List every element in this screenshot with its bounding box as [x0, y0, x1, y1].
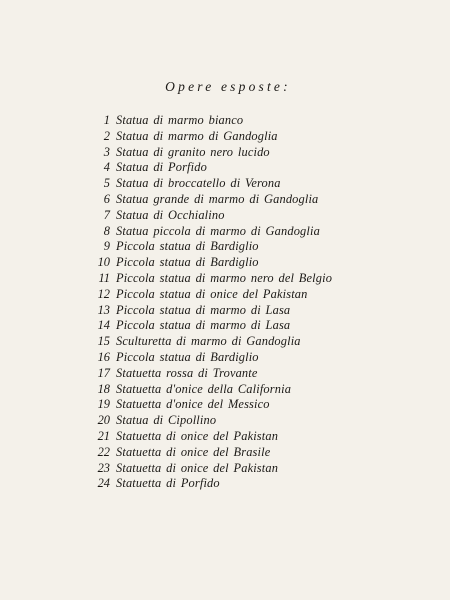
list-item: [0, 113, 450, 129]
item-number: 9: [103, 239, 110, 254]
list-item: [0, 318, 450, 334]
list-item: [0, 445, 450, 461]
item-number: 24: [97, 476, 110, 491]
item-number: 6: [103, 191, 110, 206]
item-number: 20: [97, 413, 110, 428]
item-number: 23: [97, 460, 110, 475]
item-number: 18: [97, 381, 110, 396]
list-item: [0, 397, 450, 413]
list-item: [0, 145, 450, 161]
list-item: [0, 271, 450, 287]
item-number: 5: [103, 176, 110, 191]
list-item: [0, 334, 450, 350]
item-title: Piccola statua di marmo di Lasa: [116, 302, 291, 317]
item-title: Statua piccola di marmo di Gandoglia: [116, 223, 320, 238]
list-item: [0, 461, 450, 477]
list-item: [0, 366, 450, 382]
item-title: Piccola statua di marmo di Lasa: [116, 318, 291, 333]
item-number: 1: [103, 113, 110, 127]
item-number: 2: [103, 128, 110, 143]
item-title: Statuetta di Porfido: [116, 476, 220, 491]
item-title: Statuetta d'onice del Messico: [116, 397, 270, 412]
item-number: 12: [97, 286, 110, 301]
list-item: [0, 382, 450, 398]
list-item: [0, 129, 450, 145]
list-item: [0, 160, 450, 176]
item-title: Statuetta di onice del Brasile: [116, 444, 271, 459]
item-number: 13: [97, 302, 110, 317]
item-number: 22: [97, 444, 110, 459]
item-title: Piccola statua di onice del Pakistan: [116, 286, 308, 301]
item-number: 15: [97, 334, 110, 349]
item-title: Statua di Occhialino: [116, 207, 225, 222]
page-heading: Opere esposte:: [165, 79, 291, 94]
item-number: 14: [97, 318, 110, 333]
item-title: Statuetta di onice del Pakistan: [116, 428, 279, 443]
item-title: Statua di granito nero lucido: [116, 144, 270, 159]
item-title: Statua di broccatello di Verona: [116, 176, 281, 191]
item-title: Statua di Cipollino: [116, 413, 217, 428]
list-item: [0, 192, 450, 208]
item-number: 16: [97, 349, 110, 364]
item-number: 7: [103, 207, 110, 222]
item-title: Piccola statua di Bardiglio: [116, 239, 259, 254]
item-number: 3: [103, 144, 110, 159]
item-number: 11: [98, 270, 110, 285]
list-item: [0, 429, 450, 445]
list-item: [0, 208, 450, 224]
list-item: [0, 176, 450, 192]
item-title: Statuetta rossa di Trovante: [116, 365, 258, 380]
item-title: Statua grande di marmo di Gandoglia: [116, 191, 319, 206]
list-item: [0, 413, 450, 429]
item-title: Piccola statua di Bardiglio: [116, 255, 259, 270]
list-item: [0, 476, 450, 492]
list-item: [0, 255, 450, 271]
item-title: Statua di Porfido: [116, 160, 207, 175]
item-number: 8: [103, 223, 110, 238]
list-item: [0, 287, 450, 303]
list-item: [0, 303, 450, 319]
item-title: Statuetta di onice del Pakistan: [116, 460, 279, 475]
item-number: 19: [97, 397, 110, 412]
item-number: 17: [97, 365, 110, 380]
list-item: [0, 239, 450, 255]
item-number: 10: [97, 255, 110, 270]
list-item: [0, 350, 450, 366]
item-title: Statuetta d'onice della California: [116, 381, 292, 396]
works-list: [0, 113, 450, 492]
list-item: [0, 224, 450, 240]
item-title: Statua di marmo bianco: [116, 113, 244, 127]
item-number: 21: [97, 428, 110, 443]
item-title: Piccola statua di marmo nero del Belgio: [116, 270, 333, 285]
item-title: Sculturetta di marmo di Gandoglia: [116, 334, 301, 349]
item-number: 4: [103, 160, 110, 175]
item-title: Piccola statua di Bardiglio: [116, 349, 259, 364]
item-title: Statua di marmo di Gandoglia: [116, 128, 278, 143]
